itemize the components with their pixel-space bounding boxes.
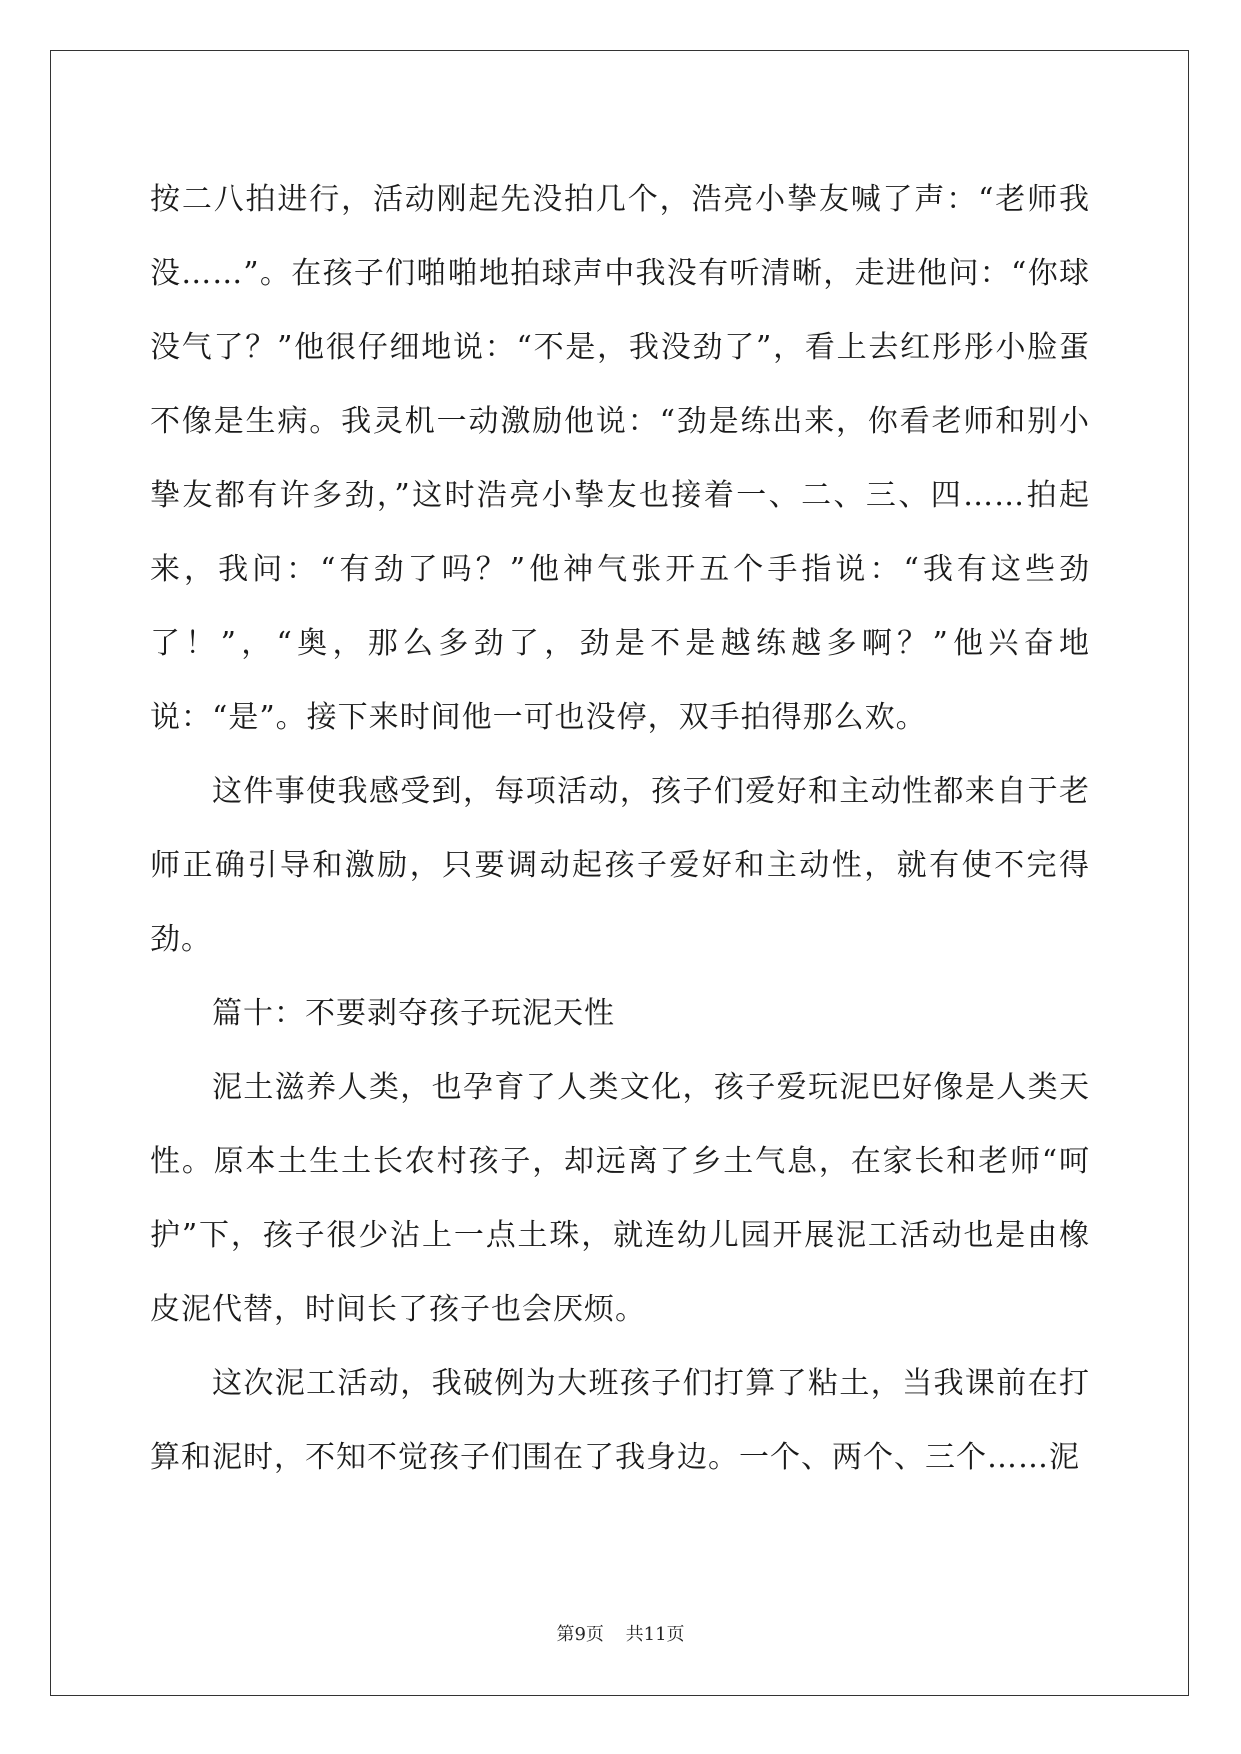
paragraph-3: 泥土滋养人类，也孕育了人类文化，孩子爱玩泥巴好像是人类天性。原本土生土长农村孩子，却远离了乡土气息，在家长和老师“呵护”下，孩子很少沾上一点土珠，就连幼儿园开展泥工活动也是由橡皮泥代替，时间长了孩子也会厌烦。 — [150, 1070, 1090, 1327]
page-number: 第9页 — [556, 1624, 604, 1645]
paragraph-4: 这次泥工活动，我破例为大班孩子们打算了粘土，当我课前在打算和泥时，不知不觉孩子们围在了我身边。一个、两个、三个……泥 — [150, 1366, 1090, 1475]
page-total: 共11页 — [625, 1624, 685, 1645]
page-footer — [0, 1620, 1241, 1646]
document-body — [150, 163, 1090, 1495]
section-heading: 篇十：不要剥夺孩子玩泥天性 — [212, 996, 615, 1031]
paragraph-1: 按二八拍进行，活动刚起先没拍几个，浩亮小挚友喊了声：“老师我没……”。在孩子们啪啪地拍球声中我没有听清晰，走进他问：“你球没气了？”他很仔细地说：“不是，我没劲了”，看上去红彤彤小脸蛋不像是生病。我灵机一动激励他说：“劲是练出来，你看老师和别小挚友都有许多劲，”这时浩亮小挚友也接着一、二、三、四……拍起来，我问：“有劲了吗？”他神气张开五个手指说：“我有这些劲了！”，“奥，那么多劲了，劲是不是越练越多啊？”他兴奋地说：“是”。接下来时间他一可也没停，双手拍得那么欢。 — [150, 182, 1090, 735]
paragraph-2: 这件事使我感受到，每项活动，孩子们爱好和主动性都来自于老师正确引导和激励，只要调动起孩子爱好和主动性，就有使不完得劲。 — [150, 774, 1090, 957]
